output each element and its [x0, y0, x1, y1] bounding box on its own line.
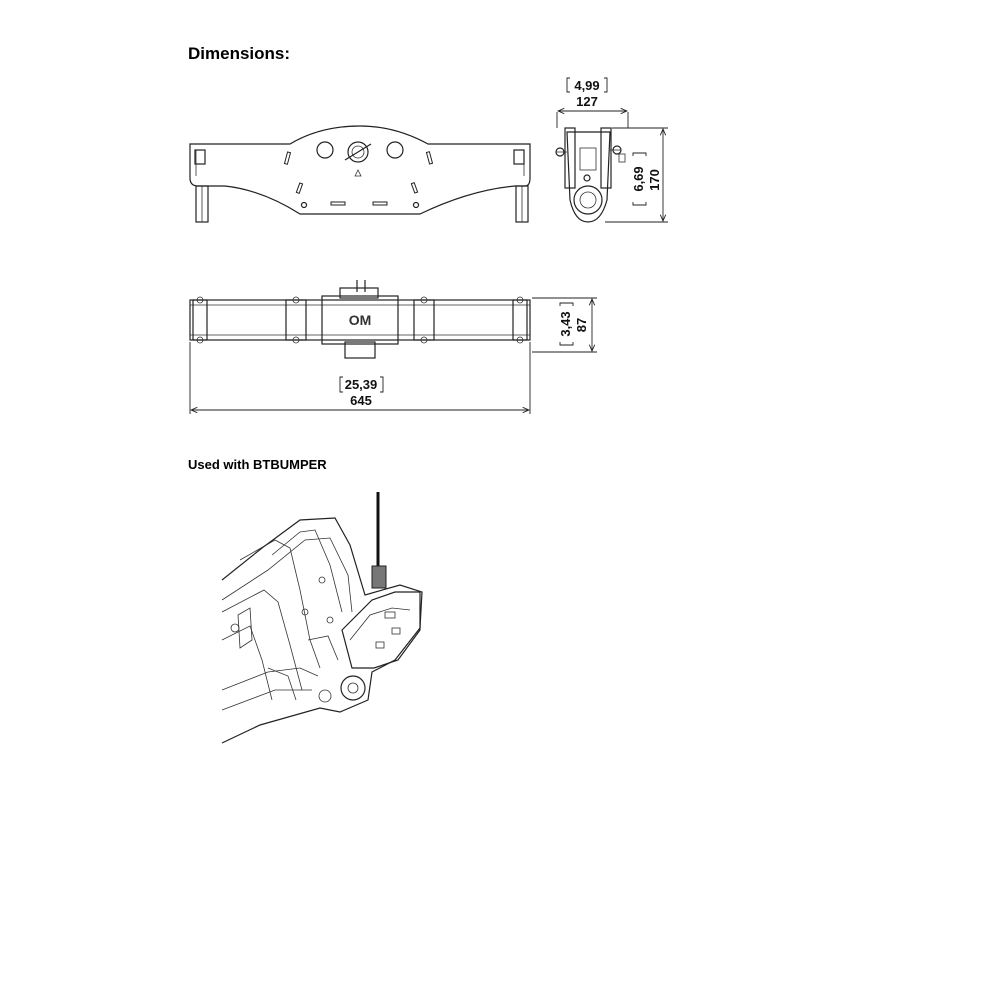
- width-mm-label: 645: [350, 393, 372, 408]
- front-view-drawing: [190, 126, 530, 222]
- depth-mm-label: 127: [576, 94, 598, 109]
- btbumper-assembly-illustration: [222, 492, 422, 743]
- height-inches-label: 6,69: [631, 166, 646, 192]
- side-view-drawing: [556, 128, 625, 222]
- brand-logo: OM: [348, 312, 372, 328]
- height-mm-label: 170: [647, 169, 662, 191]
- used-with-heading: Used with BTBUMPER: [188, 457, 327, 472]
- thickness-inches-label: 3,43: [558, 311, 573, 337]
- dimensions-heading: Dimensions:: [188, 44, 291, 63]
- depth-inches-label: 4,99: [574, 78, 600, 93]
- width-inches-label: 25,39: [344, 377, 378, 392]
- thickness-mm-label: 87: [574, 317, 589, 333]
